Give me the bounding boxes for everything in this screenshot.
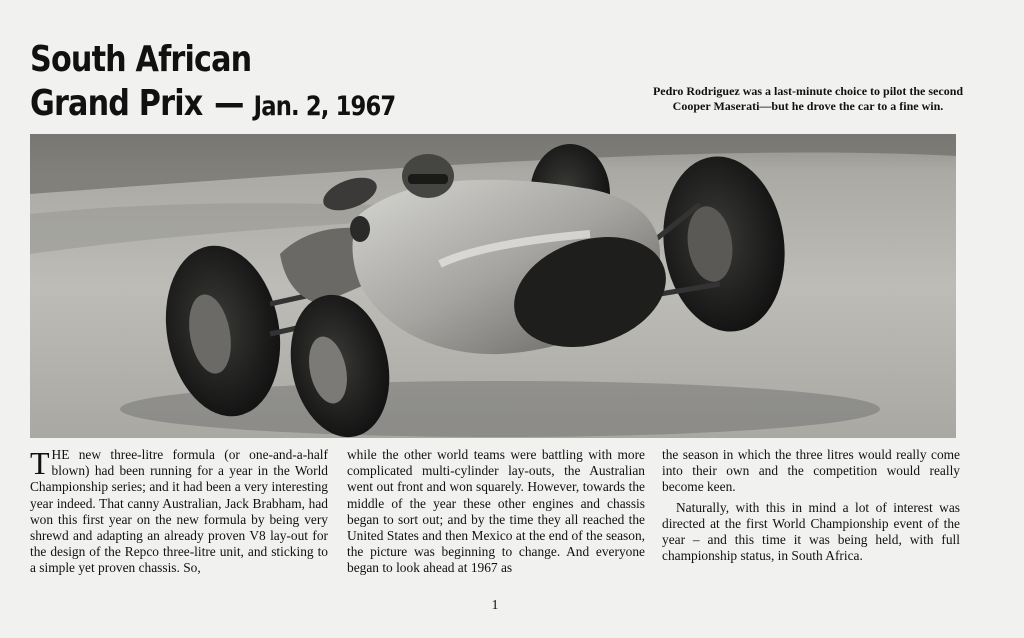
column-3-paragraph-1: the season in which the three litres would really come into their own and the competition would really become keen. xyxy=(662,447,960,495)
title-line-1: South African xyxy=(30,39,252,80)
column-3-paragraph-2: Naturally, with this in mind a lot of interest was directed at the first World Championship event of the year – and this time it was being held, with full championship status, in South Africa. xyxy=(662,499,960,564)
column-2-text: while the other world teams were battling with more complicated multi-cylinder lay-outs, the Australian went out front and won squarely. However, towards the middle of the year these other engines and chassis began to sort out; and by the time they all reached the United States and then Mexico at the end of the season, the picture was beginning to change. And everyone began to look ahead at 1967 as xyxy=(347,447,645,576)
title-date: Jan. 2, 1967 xyxy=(253,91,396,122)
race-car-photo xyxy=(30,134,956,438)
title-line-2 xyxy=(30,82,395,129)
column-1-text: HE new three-litre formula (or one-and-a-half blown) had been running for a year in the World Championship series; and it had been a very interesting year indeed. That canny Australian, Jack Brabham, had won this first year on the new formula by being very shrewd and adapting an already proven V8 lay-out for the design of the Repco three-litre unit, and sticking to a simple yet proven chassis. So, xyxy=(30,447,328,576)
drop-cap: T xyxy=(30,445,50,481)
title-dash: — xyxy=(214,83,244,124)
photo-caption: Pedro Rodriguez was a last-minute choice to pilot the second Cooper Maserati—but he drove the car to a fine win. xyxy=(652,84,964,113)
article-column-2 xyxy=(347,447,645,577)
article-title xyxy=(30,38,395,129)
title-grand-prix: Grand Prix xyxy=(30,83,203,124)
article-column-3 xyxy=(662,447,960,564)
article-column-1 xyxy=(30,447,328,577)
page-number: 1 xyxy=(491,598,499,613)
race-car-illustration xyxy=(30,134,956,438)
